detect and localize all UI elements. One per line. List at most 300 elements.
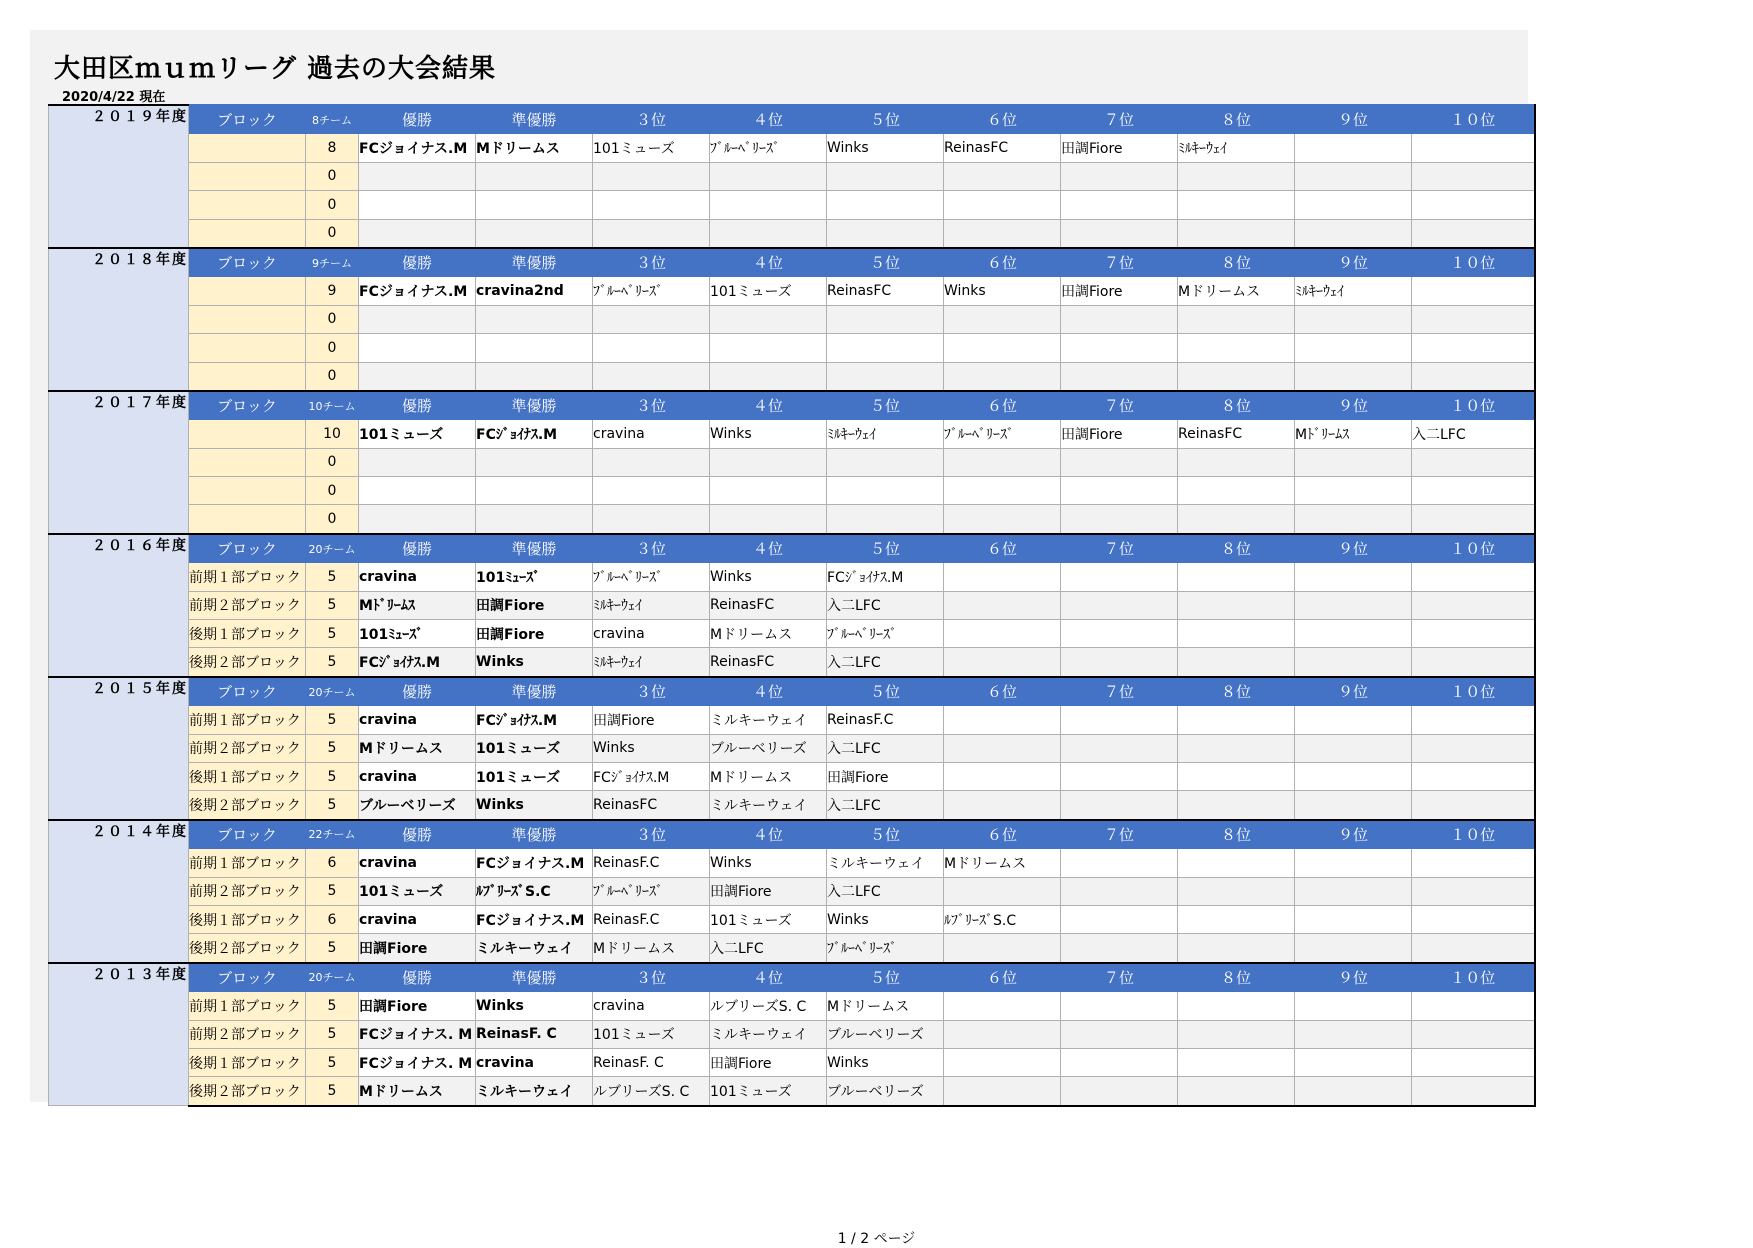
team-cell	[944, 791, 1061, 820]
result-row	[49, 734, 1535, 762]
team-cell	[1061, 1048, 1178, 1076]
place-header: 優勝	[359, 391, 476, 420]
result-row	[49, 591, 1535, 619]
team-cell: 入二LFC	[827, 734, 944, 762]
team-cell: ﾐﾙｷｰｳｪｲ	[1295, 277, 1412, 305]
team-cell: Mドリームス	[593, 934, 710, 963]
team-cell	[827, 219, 944, 248]
team-cell	[1061, 762, 1178, 790]
place-header: 準優勝	[476, 963, 593, 992]
team-cell: ミルキーウェイ	[827, 849, 944, 877]
team-cell	[1061, 849, 1178, 877]
place-header: ３位	[593, 248, 710, 277]
place-header: １０位	[1412, 248, 1535, 277]
team-cell	[1178, 162, 1295, 190]
result-row	[49, 791, 1535, 820]
team-cell: 101ミューズ	[710, 905, 827, 933]
team-cell	[1061, 934, 1178, 963]
team-cell: 入二LFC	[827, 648, 944, 677]
team-cell	[944, 448, 1061, 476]
team-cell	[1061, 620, 1178, 648]
place-header: 優勝	[359, 820, 476, 849]
team-cell	[1178, 849, 1295, 877]
team-cell: ブルーベリーズ	[710, 734, 827, 762]
team-cell	[476, 362, 593, 391]
team-cell	[1295, 1077, 1412, 1106]
team-count: 6	[306, 905, 359, 933]
team-count-header: 20チーム	[306, 677, 359, 706]
team-cell	[593, 334, 710, 362]
block-header: ブロック	[189, 963, 306, 992]
team-cell	[1178, 1020, 1295, 1048]
team-count: 0	[306, 305, 359, 333]
result-row	[49, 620, 1535, 648]
team-cell	[1412, 277, 1535, 305]
block-name: 後期１部ブロック	[189, 905, 306, 933]
team-cell: ﾌﾞﾙｰﾍﾞﾘｰｽﾞ	[827, 620, 944, 648]
place-header: １０位	[1412, 534, 1535, 563]
season-header-row	[49, 677, 1535, 706]
team-cell	[359, 448, 476, 476]
team-cell	[1412, 620, 1535, 648]
team-cell	[359, 219, 476, 248]
team-cell	[1178, 1077, 1295, 1106]
team-cell	[1061, 334, 1178, 362]
team-cell	[1295, 162, 1412, 190]
place-header: ５位	[827, 248, 944, 277]
team-cell: 田調Fiore	[1061, 134, 1178, 162]
team-cell: cravina	[476, 1048, 593, 1076]
team-cell	[1412, 362, 1535, 391]
team-cell: 入二LFC	[710, 934, 827, 963]
team-cell	[944, 877, 1061, 905]
team-cell	[1178, 734, 1295, 762]
team-cell	[1295, 620, 1412, 648]
result-row	[49, 277, 1535, 305]
team-count-header: 20チーム	[306, 534, 359, 563]
team-cell	[944, 477, 1061, 505]
team-cell: Winks	[476, 648, 593, 677]
place-header: ３位	[593, 391, 710, 420]
team-cell	[593, 362, 710, 391]
team-count: 0	[306, 162, 359, 190]
team-cell	[359, 505, 476, 534]
team-cell: Winks	[476, 791, 593, 820]
team-cell: FCｼﾞｮｲﾅｽ.M	[359, 648, 476, 677]
team-count: 6	[306, 849, 359, 877]
team-cell: ﾐﾙｷｰｳｪｲ	[1178, 134, 1295, 162]
place-header: １０位	[1412, 677, 1535, 706]
team-cell	[1295, 448, 1412, 476]
team-cell	[1061, 505, 1178, 534]
team-cell: ミルキーウェイ	[710, 1020, 827, 1048]
team-cell	[1295, 219, 1412, 248]
result-row	[49, 877, 1535, 905]
team-cell: ReinasF.C	[593, 905, 710, 933]
team-cell	[359, 334, 476, 362]
block-name	[189, 448, 306, 476]
place-header: 準優勝	[476, 105, 593, 134]
block-header: ブロック	[189, 820, 306, 849]
team-cell	[1412, 448, 1535, 476]
team-cell: 101ﾐｭｰｽﾞ	[359, 620, 476, 648]
place-header: ８位	[1178, 820, 1295, 849]
team-cell: Winks	[827, 905, 944, 933]
team-cell	[1178, 305, 1295, 333]
result-row	[49, 362, 1535, 391]
team-cell	[944, 1020, 1061, 1048]
place-header: 優勝	[359, 248, 476, 277]
place-header: ７位	[1061, 248, 1178, 277]
team-cell: cravina	[359, 706, 476, 734]
block-name	[189, 134, 306, 162]
team-cell	[710, 448, 827, 476]
team-cell: ブルーベリーズ	[359, 791, 476, 820]
team-cell	[710, 334, 827, 362]
result-row	[49, 305, 1535, 333]
team-cell	[944, 734, 1061, 762]
team-cell: 101ミューズ	[710, 277, 827, 305]
block-name: 後期１部ブロック	[189, 620, 306, 648]
block-name: 前期１部ブロック	[189, 706, 306, 734]
place-header: ３位	[593, 820, 710, 849]
team-cell: cravina	[593, 992, 710, 1020]
team-cell	[476, 334, 593, 362]
team-cell	[1178, 992, 1295, 1020]
result-row	[49, 334, 1535, 362]
result-row	[49, 563, 1535, 591]
team-cell	[1412, 162, 1535, 190]
season-year: ２０１４年度	[49, 820, 189, 963]
place-header: ８位	[1178, 534, 1295, 563]
team-cell: ﾌﾞﾙｰﾍﾞﾘｰｽﾞ	[593, 877, 710, 905]
team-count-header: 9チーム	[306, 248, 359, 277]
place-header: ５位	[827, 963, 944, 992]
block-name	[189, 162, 306, 190]
team-count: 0	[306, 448, 359, 476]
team-count: 0	[306, 334, 359, 362]
team-cell: cravina2nd	[476, 277, 593, 305]
team-cell	[1178, 934, 1295, 963]
team-cell	[1178, 563, 1295, 591]
team-cell: cravina	[593, 620, 710, 648]
place-header: ５位	[827, 820, 944, 849]
place-header: ４位	[710, 677, 827, 706]
block-name	[189, 362, 306, 391]
team-count: 5	[306, 620, 359, 648]
season-header-row	[49, 963, 1535, 992]
team-cell: ReinasF. C	[476, 1020, 593, 1048]
team-count-header: 8チーム	[306, 105, 359, 134]
team-cell: ReinasFC	[710, 648, 827, 677]
team-cell	[476, 162, 593, 190]
team-cell: ブルーベリーズ	[827, 1077, 944, 1106]
place-header: ４位	[710, 963, 827, 992]
team-cell: FCジョイナス.M	[359, 134, 476, 162]
season-year: ２０１６年度	[49, 534, 189, 677]
team-cell: FCｼﾞｮｲﾅｽ.M	[593, 762, 710, 790]
team-cell: ブルーベリーズ	[827, 1020, 944, 1048]
team-cell	[827, 305, 944, 333]
team-cell	[1412, 191, 1535, 219]
team-cell	[1295, 791, 1412, 820]
team-cell	[827, 162, 944, 190]
result-row	[49, 448, 1535, 476]
team-cell	[1412, 505, 1535, 534]
place-header: ７位	[1061, 820, 1178, 849]
place-header: 準優勝	[476, 820, 593, 849]
team-cell	[827, 334, 944, 362]
team-count: 0	[306, 219, 359, 248]
team-cell: 101ミューズ	[593, 134, 710, 162]
block-name: 後期１部ブロック	[189, 1048, 306, 1076]
team-cell: 田調Fiore	[476, 620, 593, 648]
team-cell	[1295, 992, 1412, 1020]
team-cell	[1412, 849, 1535, 877]
team-cell	[359, 162, 476, 190]
team-cell: ﾌﾞﾙｰﾍﾞﾘｰｽﾞ	[710, 134, 827, 162]
team-cell: 入二LFC	[827, 877, 944, 905]
page-number: 1 / 2 ページ	[837, 1231, 916, 1247]
team-count: 9	[306, 277, 359, 305]
team-cell: ﾌﾞﾙｰﾍﾞﾘｰｽﾞ	[827, 934, 944, 963]
as-of-date: 2020/4/22 現在	[62, 90, 166, 105]
place-header: ７位	[1061, 963, 1178, 992]
team-cell: ルブリーズS. C	[593, 1077, 710, 1106]
season-header-row	[49, 534, 1535, 563]
team-cell	[1412, 219, 1535, 248]
team-cell	[944, 620, 1061, 648]
place-header: ７位	[1061, 105, 1178, 134]
team-cell	[1295, 305, 1412, 333]
place-header: ４位	[710, 391, 827, 420]
team-cell: Mドリームス	[1178, 277, 1295, 305]
place-header: ７位	[1061, 391, 1178, 420]
block-header: ブロック	[189, 534, 306, 563]
team-cell: cravina	[359, 563, 476, 591]
team-cell	[1412, 134, 1535, 162]
result-row	[49, 1077, 1535, 1106]
block-name: 後期１部ブロック	[189, 762, 306, 790]
team-cell: ReinasFC	[1178, 420, 1295, 448]
team-cell	[1412, 1048, 1535, 1076]
team-count: 5	[306, 791, 359, 820]
place-header: ８位	[1178, 677, 1295, 706]
team-cell: 田調Fiore	[593, 706, 710, 734]
team-cell: ﾐﾙｷｰｳｪｲ	[827, 420, 944, 448]
team-cell	[1295, 934, 1412, 963]
team-cell	[1295, 505, 1412, 534]
team-cell	[1178, 877, 1295, 905]
team-cell: Winks	[710, 849, 827, 877]
team-cell: FCジョイナス. M	[359, 1048, 476, 1076]
place-header: ５位	[827, 391, 944, 420]
team-cell	[593, 477, 710, 505]
place-header: ９位	[1295, 534, 1412, 563]
team-cell: ReinasF.C	[593, 849, 710, 877]
place-header: 優勝	[359, 963, 476, 992]
team-cell	[1178, 591, 1295, 619]
team-cell	[944, 762, 1061, 790]
team-cell	[1061, 191, 1178, 219]
place-header: ６位	[944, 963, 1061, 992]
team-count-header: 22チーム	[306, 820, 359, 849]
place-header: ９位	[1295, 248, 1412, 277]
team-cell	[1178, 762, 1295, 790]
team-cell	[827, 191, 944, 219]
team-cell: Winks	[593, 734, 710, 762]
team-cell: 田調Fiore	[359, 934, 476, 963]
team-cell	[1412, 992, 1535, 1020]
season-header-row	[49, 820, 1535, 849]
block-name: 後期２部ブロック	[189, 791, 306, 820]
team-cell	[1061, 992, 1178, 1020]
team-count: 5	[306, 591, 359, 619]
team-cell: ﾌﾞﾙｰﾍﾞﾘｰｽﾞ	[593, 277, 710, 305]
team-cell: 101ミューズ	[359, 420, 476, 448]
team-cell	[1061, 734, 1178, 762]
team-count: 5	[306, 734, 359, 762]
place-header: 準優勝	[476, 677, 593, 706]
place-header: ９位	[1295, 391, 1412, 420]
team-cell	[476, 219, 593, 248]
team-cell	[1295, 706, 1412, 734]
page-title: 大田区ｍｕｍリーグ 過去の大会結果	[54, 54, 497, 84]
place-header: 準優勝	[476, 248, 593, 277]
place-header: ６位	[944, 105, 1061, 134]
team-cell	[944, 648, 1061, 677]
team-cell: 101ﾐｭｰｽﾞ	[476, 563, 593, 591]
team-cell: 101ミューズ	[476, 762, 593, 790]
block-name: 前期２部ブロック	[189, 734, 306, 762]
block-name	[189, 191, 306, 219]
team-cell: Winks	[710, 563, 827, 591]
block-header: ブロック	[189, 248, 306, 277]
team-cell	[476, 477, 593, 505]
team-cell: 入二LFC	[827, 591, 944, 619]
team-cell	[359, 362, 476, 391]
block-name: 前期２部ブロック	[189, 1020, 306, 1048]
team-cell	[593, 305, 710, 333]
team-cell: Winks	[827, 1048, 944, 1076]
team-cell	[1061, 477, 1178, 505]
block-name	[189, 334, 306, 362]
place-header: ４位	[710, 105, 827, 134]
team-cell	[476, 448, 593, 476]
block-name: 前期２部ブロック	[189, 591, 306, 619]
result-row	[49, 762, 1535, 790]
team-cell	[827, 505, 944, 534]
team-cell: 101ミューズ	[476, 734, 593, 762]
team-cell	[1295, 1020, 1412, 1048]
block-name: 前期１部ブロック	[189, 849, 306, 877]
team-count: 5	[306, 877, 359, 905]
team-count: 5	[306, 934, 359, 963]
team-cell	[944, 706, 1061, 734]
team-cell: cravina	[359, 762, 476, 790]
team-count: 0	[306, 505, 359, 534]
team-cell	[944, 162, 1061, 190]
team-cell	[710, 505, 827, 534]
team-cell	[1061, 563, 1178, 591]
team-cell: FCジョイナス.M	[476, 849, 593, 877]
team-count: 5	[306, 992, 359, 1020]
result-row	[49, 905, 1535, 933]
team-cell	[359, 477, 476, 505]
place-header: １０位	[1412, 820, 1535, 849]
team-cell: Mドリームス	[359, 734, 476, 762]
team-cell	[710, 162, 827, 190]
place-header: 準優勝	[476, 534, 593, 563]
team-cell	[944, 334, 1061, 362]
season-year: ２０１５年度	[49, 677, 189, 820]
team-cell: 田調Fiore	[1061, 420, 1178, 448]
team-cell	[944, 505, 1061, 534]
place-header: ８位	[1178, 105, 1295, 134]
block-header: ブロック	[189, 391, 306, 420]
team-cell	[710, 477, 827, 505]
team-cell	[593, 191, 710, 219]
season-year: ２０１９年度	[49, 105, 189, 248]
team-cell	[1061, 648, 1178, 677]
team-cell: 田調Fiore	[476, 591, 593, 619]
place-header: ９位	[1295, 105, 1412, 134]
team-cell	[359, 305, 476, 333]
result-row	[49, 706, 1535, 734]
team-cell	[1061, 905, 1178, 933]
team-cell: FCジョイナス. M	[359, 1020, 476, 1048]
team-cell	[1061, 1020, 1178, 1048]
team-count: 0	[306, 191, 359, 219]
season-year: ２０１３年度	[49, 963, 189, 1106]
team-cell	[944, 1048, 1061, 1076]
team-cell: ミルキーウェイ	[476, 934, 593, 963]
team-cell: ﾌﾞﾙｰﾍﾞﾘｰｽﾞ	[944, 420, 1061, 448]
team-cell	[476, 505, 593, 534]
team-cell: ルブリーズS. C	[710, 992, 827, 1020]
team-cell	[944, 191, 1061, 219]
team-cell: ReinasFC	[944, 134, 1061, 162]
block-name	[189, 277, 306, 305]
team-cell: Mﾄﾞﾘｰﾑｽ	[359, 591, 476, 619]
place-header: １０位	[1412, 963, 1535, 992]
team-cell	[1178, 191, 1295, 219]
team-cell: ReinasFC	[827, 277, 944, 305]
place-header: ５位	[827, 105, 944, 134]
team-cell: cravina	[359, 905, 476, 933]
result-row	[49, 134, 1535, 162]
team-cell	[1061, 448, 1178, 476]
team-cell: Winks	[710, 420, 827, 448]
team-cell	[1412, 706, 1535, 734]
team-cell	[1412, 591, 1535, 619]
team-cell	[1061, 219, 1178, 248]
season-year: ２０１８年度	[49, 248, 189, 391]
team-cell	[1295, 477, 1412, 505]
team-cell	[1412, 791, 1535, 820]
team-cell	[1178, 505, 1295, 534]
place-header: ６位	[944, 820, 1061, 849]
team-cell	[944, 934, 1061, 963]
team-cell: ﾐﾙｷｰｳｪｲ	[593, 591, 710, 619]
team-cell	[1295, 362, 1412, 391]
team-cell	[1178, 1048, 1295, 1076]
block-header: ブロック	[189, 105, 306, 134]
team-cell: Winks	[476, 992, 593, 1020]
team-cell: ﾌﾞﾙｰﾍﾞﾘｰｽﾞ	[593, 563, 710, 591]
place-header: 準優勝	[476, 391, 593, 420]
result-row	[49, 162, 1535, 190]
